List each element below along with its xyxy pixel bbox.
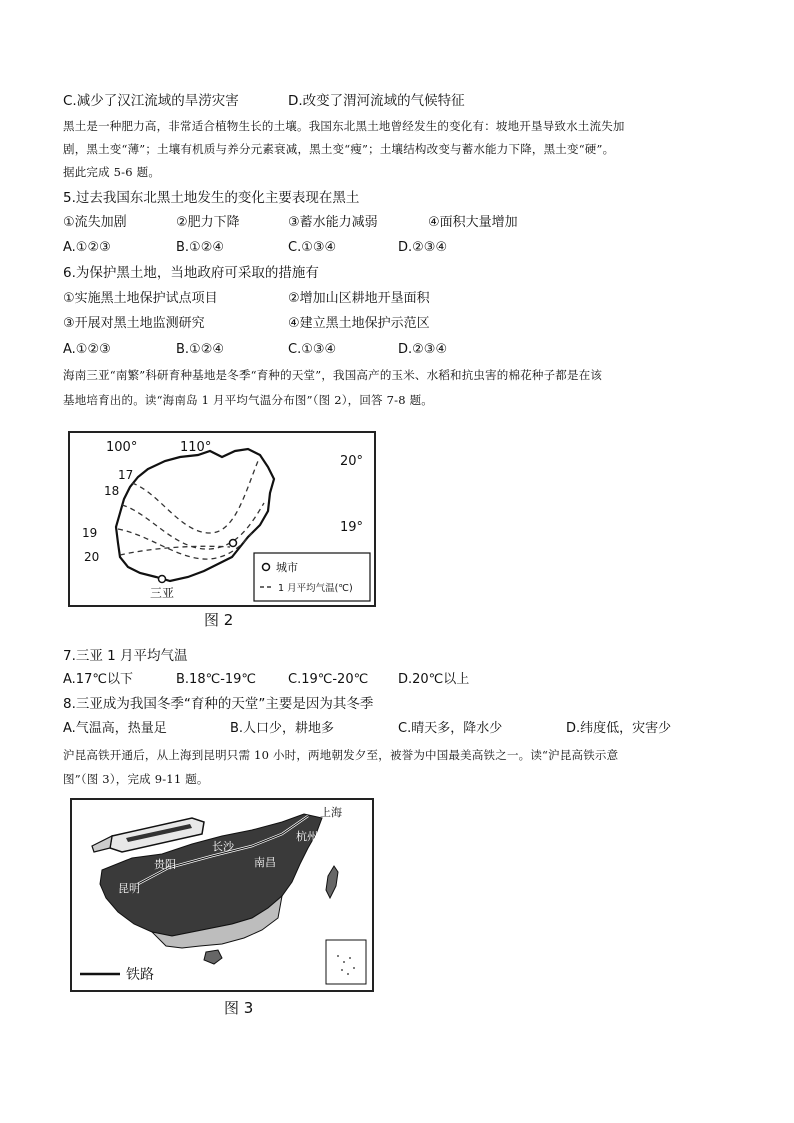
isotherm-20 — [120, 546, 230, 555]
q5-option-b: B.①②④ — [176, 240, 225, 255]
q8-option-b: B.人口少，耕地多 — [230, 721, 335, 736]
isotherm-label-18: 18 — [104, 484, 120, 498]
passage-sanya-line1: 海南三亚“南繁”科研育种基地是冬季“育种的天堂”，我国高产的玉米、水稻和抗虫害的棉花种子都是在该 — [63, 368, 603, 382]
coastal-city-marker — [230, 540, 237, 547]
sanya-label: 三亚 — [150, 586, 175, 600]
hainan-island-outline — [116, 449, 274, 581]
city-nanchang: 南昌 — [254, 856, 276, 869]
train-nose — [92, 836, 112, 852]
lat-label-19: 19° — [340, 520, 364, 535]
q6-option-c: C.①③④ — [288, 342, 337, 357]
q8-option-a: A.气温高，热量足 — [63, 721, 167, 736]
taiwan-island — [326, 866, 338, 898]
legend-railway-label: 铁路 — [126, 967, 154, 983]
q5-item-3: ③蓄水能力减弱 — [288, 215, 378, 230]
figure-2-caption: 图 2 — [204, 611, 234, 629]
q6-item-2: ②增加山区耕地开垦面积 — [288, 291, 430, 306]
isotherm-label-19: 19 — [82, 526, 98, 540]
q6-option-a: A.①②③ — [63, 342, 111, 357]
hainan-island — [204, 950, 222, 964]
q5-item-1: ①流失加剧 — [63, 215, 127, 230]
q5-option-d: D.②③④ — [398, 240, 448, 255]
question-6: 6.为保护黑土地，当地政府可采取的措施有 — [63, 265, 319, 281]
city-changsha: 长沙 — [212, 840, 234, 853]
question-8: 8.三亚成为我国冬季“育种的天堂”主要是因为其冬季 — [63, 696, 374, 712]
city-kunming: 昆明 — [118, 882, 140, 895]
q6-option-b: B.①②④ — [176, 342, 225, 357]
q5-item-4: ④面积大量增加 — [428, 215, 518, 230]
legend-city-icon — [263, 564, 270, 571]
city-shanghai: 上海 — [320, 806, 342, 819]
passage-blacksoil-line2: 剧，黑土变“薄”；土壤有机质与养分元素衰减，黑土变“瘦”；土壤结构改变与蓄水能力下降，黑土变“硬”。 — [63, 142, 615, 156]
q6-item-4: ④建立黑土地保护示范区 — [288, 316, 430, 331]
q4-option-c: C.减少了汉江流域的旱涝灾害 — [63, 93, 239, 109]
q6-item-3: ③开展对黑土地监测研究 — [63, 316, 205, 331]
passage-sanya-line2: 基地培育出的。读“海南岛 1 月平均气温分布图”（图 2），回答 7-8 题。 — [63, 393, 433, 407]
legend-city-label: 城市 — [276, 561, 298, 574]
passage-railway-line1: 沪昆高铁开通后，从上海到昆明只需 10 小时，两地朝发夕至，被誉为中国最美高铁之一。读“沪昆高铁示意 — [63, 748, 619, 762]
q7-option-c: C.19℃-20℃ — [288, 672, 369, 687]
lon-label-100: 100° — [106, 440, 138, 455]
passage-blacksoil-line1: 黑土是一种肥力高，非常适合植物生长的土壤。我国东北黑土地曾经发生的变化有：坡地开垦导致水土流失加 — [63, 119, 625, 133]
question-5: 5.过去我国东北黑土地发生的变化主要表现在黑土 — [63, 190, 360, 206]
figure-3-railway-map — [70, 798, 374, 992]
q6-item-1: ①实施黑土地保护试点项目 — [63, 291, 218, 306]
q7-option-d: D.20℃以上 — [398, 672, 470, 687]
figure-3-caption: 图 3 — [224, 999, 254, 1017]
lat-label-20: 20° — [340, 454, 364, 469]
isotherm-label-20: 20 — [84, 550, 100, 564]
lon-label-110: 110° — [180, 440, 212, 455]
isotherm-17 — [132, 461, 258, 533]
passage-blacksoil-line3: 据此完成 5-6 题。 — [63, 165, 161, 179]
figure-2-hainan-map — [68, 431, 376, 607]
city-guiyang: 贵阳 — [154, 858, 176, 871]
q5-option-c: C.①③④ — [288, 240, 337, 255]
q7-option-a: A.17℃以下 — [63, 672, 133, 687]
q4-option-d: D.改变了渭河流域的气候特征 — [288, 93, 465, 109]
q7-option-b: B.18℃-19℃ — [176, 672, 257, 687]
q8-option-d: D.纬度低，灾害少 — [566, 721, 672, 736]
q8-option-c: C.晴天多，降水少 — [398, 721, 503, 736]
passage-railway-line2: 图”（图 3），完成 9-11 题。 — [63, 772, 209, 786]
isotherm-label-17: 17 — [118, 468, 134, 482]
q6-option-d: D.②③④ — [398, 342, 448, 357]
question-7: 7.三亚 1 月平均气温 — [63, 648, 188, 664]
city-hangzhou: 杭州 — [296, 830, 318, 843]
legend-isotherm-label: 1 月平均气温(℃) — [278, 583, 353, 594]
q5-item-2: ②肥力下降 — [176, 215, 240, 230]
railway-map-svg — [72, 800, 372, 990]
sanya-city-marker — [159, 576, 166, 583]
q5-option-a: A.①②③ — [63, 240, 111, 255]
hainan-map-svg — [70, 433, 374, 605]
south-china-sea-inset — [326, 940, 366, 984]
